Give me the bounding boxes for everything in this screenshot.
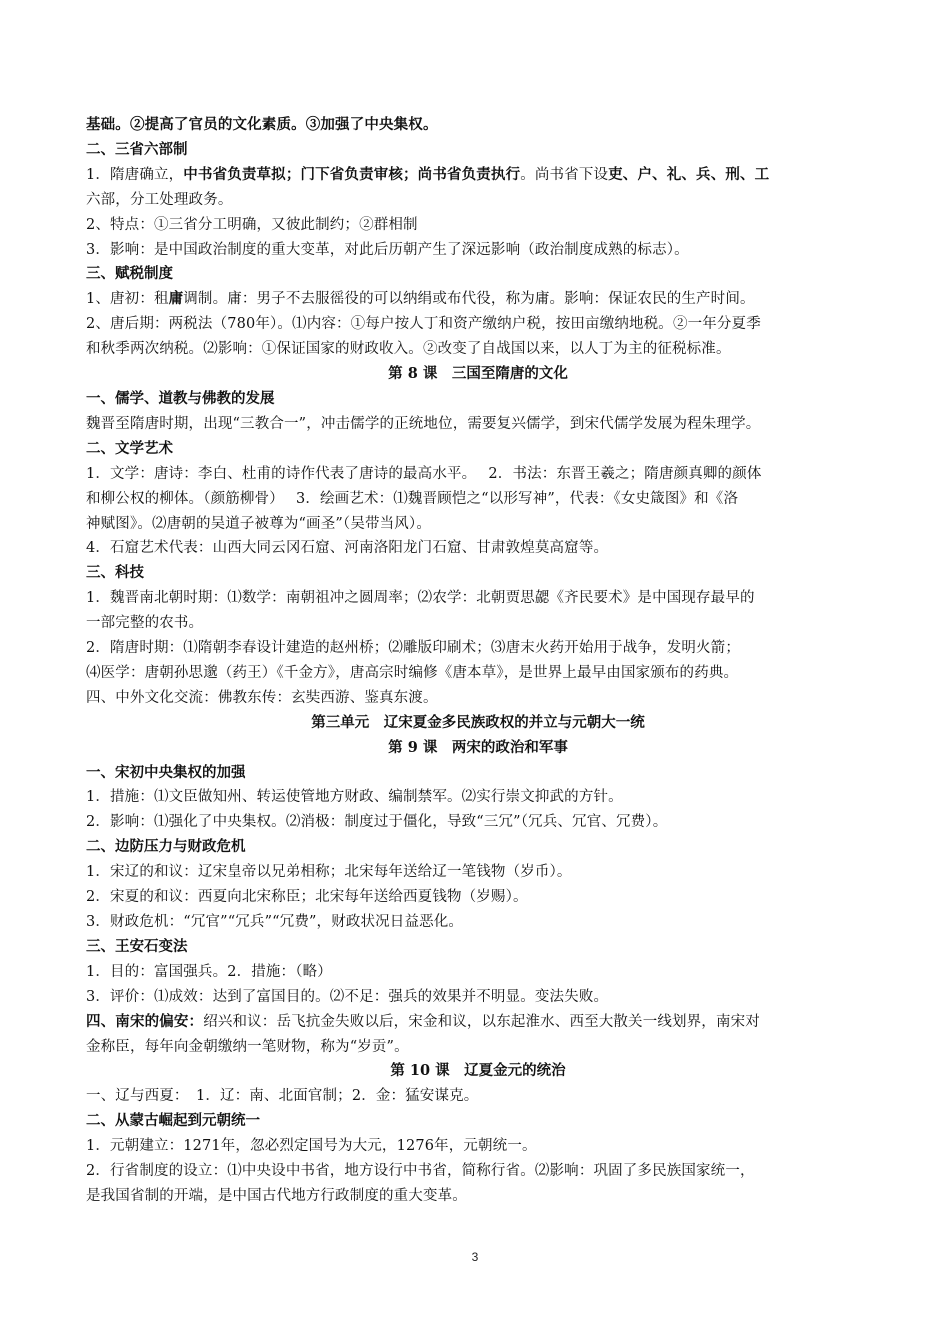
- text-line: [86, 163, 870, 188]
- lesson-title: 第 8 课 三国至隋唐的文化: [388, 365, 568, 383]
- text-line: [86, 661, 870, 686]
- text-segment: 2．行省制度的设立：⑴中央设中书省，地方设行中书省，简称行省。⑵影响：巩固了多民族国家统一，: [86, 1163, 755, 1180]
- text-segment: 2、唐后期：两税法（780年）。⑴内容：①每户按人丁和资产缴纳户税，按田亩缴纳地税。②一年分夏季: [86, 316, 761, 333]
- text-segment: 和柳公权的柳体。（颜筋柳骨） 3．绘画艺术：⑴魏晋顾恺之“以形写神”，代表：《女史箴图》和《洛: [86, 490, 739, 507]
- text-line: [86, 188, 870, 213]
- text-segment: 和秋季两次纳税。⑵影响：①保证国家的财政收入。②改变了自战国以来，以人丁为主的征税标准。: [86, 341, 731, 358]
- text-line: [86, 213, 870, 238]
- text-line: [86, 312, 870, 337]
- text-segment: 四、中外文化交流：佛教东传：玄奘西游、鉴真东渡。: [86, 689, 438, 706]
- text-line: [86, 1084, 870, 1109]
- text-segment: 1．目的：富国强兵。2．措施：（略）: [86, 963, 332, 980]
- text-segment: 1．措施：⑴文臣做知州、转运使管地方财政、编制禁军。⑵实行崇文抑武的方针。: [86, 789, 623, 806]
- text-segment: 六部，分工处理政务。: [86, 191, 233, 208]
- text-line: [86, 985, 870, 1010]
- text-segment: 金称臣，每年向金朝缴纳一笔财物，称为“岁贡”。: [86, 1038, 409, 1055]
- text-line: [86, 1035, 870, 1060]
- text-segment: 一、辽与西夏： 1．辽：南、北面官制；2．金：猛安谋克。: [86, 1088, 479, 1105]
- text-line: [86, 287, 870, 312]
- text-segment: 绍兴和议：岳飞抗金失败以后，宋金和议，以东起淮水、西至大散关一线划界，南宋对: [203, 1013, 760, 1030]
- text-segment: 4．石窟艺术代表：山西大同云冈石窟、河南洛阳龙门石窟、甘肃敦煌莫高窟等。: [86, 540, 609, 557]
- text-line: [86, 960, 870, 985]
- text-line: [86, 885, 870, 910]
- text-segment: 。尚书省下设: [520, 166, 609, 183]
- text-line: [86, 586, 870, 611]
- text-line: [86, 1134, 870, 1159]
- text-segment: 1．元朝建立：1271年，忽必烈定国号为大元，1276年，元朝统一。: [86, 1138, 537, 1155]
- bold-text: 基础。②提高了官员的文化素质。③加强了中央集权。: [86, 116, 438, 133]
- text-segment: 2、特点：①三省分工明确，又彼此制约；②群相制: [86, 216, 418, 233]
- text-line: [86, 512, 870, 537]
- text-line: [86, 860, 870, 885]
- section-heading: 二、文学艺术: [86, 440, 173, 457]
- text-line: [86, 1184, 870, 1209]
- text-line: [86, 113, 870, 138]
- text-line: [86, 636, 870, 661]
- text-segment: 2．隋唐时期：⑴隋朝李春设计建造的赵州桥；⑵雕版印刷术；⑶唐末火药开始用于战争，发明火箭；: [86, 640, 740, 657]
- section-heading: 一、宋初中央集权的加强: [86, 764, 246, 781]
- text-segment: 是我国省制的开端，是中国古代地方行政制度的重大变革。: [86, 1187, 467, 1204]
- text-line: [86, 412, 870, 437]
- section-heading: 二、三省六部制: [86, 141, 188, 158]
- text-line: [86, 611, 870, 636]
- text-segment: 魏晋至隋唐时期，出现“三教合一”，冲击儒学的正统地位，需要复兴儒学，到宋代儒学发展为程朱理学。: [86, 415, 761, 432]
- bold-text: 庸: [168, 290, 184, 308]
- lesson-title: 第 10 课 辽夏金元的统治: [390, 1062, 566, 1080]
- text-segment: 神赋图》。⑵唐朝的吴道子被尊为“画圣”（吴带当风）。: [86, 515, 431, 532]
- text-segment: 3．评价：⑴成效：达到了富国目的。⑵不足：强兵的效果并不明显。变法失败。: [86, 988, 609, 1005]
- text-line: [86, 238, 870, 263]
- text-segment: 一部完整的农书。: [86, 615, 204, 632]
- lesson-title: 第三单元 辽宋夏金多民族政权的并立与元朝大一统: [311, 713, 645, 731]
- section-heading: 二、边防压力与财政危机: [86, 839, 246, 856]
- text-segment: 2．影响：⑴强化了中央集权。⑵消极：制度过于僵化，导致“三冗”（冗兵、冗官、冗费）。: [86, 814, 668, 831]
- text-line: [86, 1010, 870, 1035]
- text-line: [86, 462, 870, 487]
- section-heading: 三、科技: [86, 565, 144, 582]
- text-line: [86, 337, 870, 362]
- text-segment: 3．影响：是中国政治制度的重大变革，对此后历朝产生了深远影响（政治制度成熟的标志）。: [86, 241, 689, 258]
- text-line: [86, 910, 870, 935]
- text-segment: 1．隋唐确立，: [86, 166, 184, 183]
- text-segment: 1．魏晋南北朝时期：⑴数学：南朝祖冲之圆周率；⑵农学：北朝贾思勰《齐民要术》是中国现存最早的: [86, 590, 755, 607]
- section-heading: 三、王安石变法: [86, 938, 188, 955]
- text-line: [86, 1159, 870, 1184]
- bold-text: 中书省负责草拟；门下省负责审核；尚书省负责执行: [183, 165, 521, 183]
- section-heading: 一、儒学、道教与佛教的发展: [86, 390, 275, 407]
- text-segment: 调制。庸：男子不去服徭役的可以纳绢或布代役，称为庸。影响：保证农民的生产时间。: [183, 291, 755, 308]
- text-segment: ⑷医学：唐朝孙思邈（药王）《千金方》，唐高宗时编修《唐本草》，是世界上最早由国家颁布的药典。: [86, 664, 739, 681]
- text-line: [86, 487, 870, 512]
- text-line: [86, 536, 870, 561]
- text-segment: 1、唐初：租: [86, 291, 169, 308]
- bold-text: 吏、户、礼、兵、刑、工: [608, 165, 770, 183]
- text-line: [86, 686, 870, 711]
- section-heading: 二、从蒙古崛起到元朝统一: [86, 1113, 260, 1130]
- bold-text: 四、南宋的偏安：: [86, 1012, 204, 1030]
- section-heading: 三、赋税制度: [86, 266, 173, 283]
- text-segment: 2．宋夏的和议：西夏向北宋称臣；北宋每年送给西夏钱物（岁赐）。: [86, 889, 528, 906]
- text-segment: 1．宋辽的和议：辽宋皇帝以兄弟相称；北宋每年送给辽一笔钱物（岁币）。: [86, 864, 572, 881]
- text-segment: 3．财政危机：“冗官”“冗兵”“冗费”，财政状况日益恶化。: [86, 914, 464, 930]
- page-number: 3: [471, 1250, 479, 1264]
- text-line: [86, 785, 870, 810]
- text-segment: 1．文学：唐诗：李白、杜甫的诗作代表了唐诗的最高水平。 2．书法：东晋王羲之；隋唐颜真卿的颜体: [86, 465, 762, 482]
- text-line: [86, 810, 870, 835]
- lesson-title: 第 9 课 两宋的政治和军事: [388, 738, 568, 756]
- document-body: [86, 113, 870, 1209]
